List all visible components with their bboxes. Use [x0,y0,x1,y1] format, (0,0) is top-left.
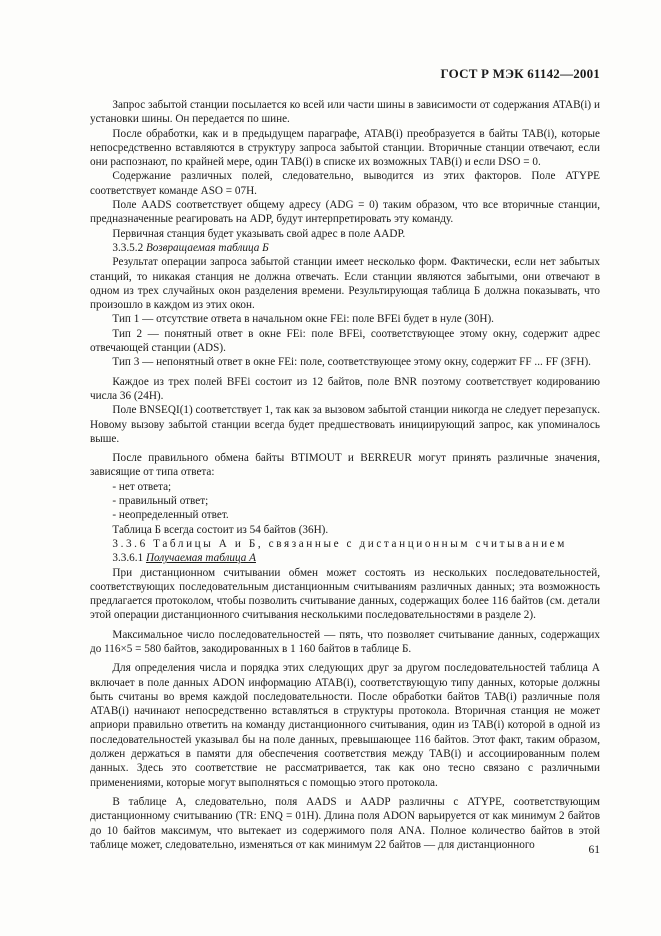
paragraph: Поле AADS соответствует общему адресу (ADG = 0) таким образом, что все вторичные станции, предназначенные реагировать на ADP, будут интерпретировать эту команду. [90,199,600,226]
paragraph: Тип 1 — отсутствие ответа в начальном окне FEi: поле BFEi будет в нуле (30H). [112,313,494,326]
section-heading-3-3-6-1: 3.3.6.1 Получаемая таблица А [112,552,256,565]
list-item: - правильный ответ; [112,495,209,508]
paragraph: При дистанционном считывании обмен может состоять из нескольких последовательностей, соответствующих последовательным дистанционным считываниям различных данных; эта возможность предлагается протоколом, чтобы позволить считывание данных, содержащих более 116 байтов (см. детали этой операции дистанционного считывания несколькими последовательностями в разделе 2). [90,566,600,622]
paragraph: Тип 2 — понятный ответ в окне FEi: поле BFEi, соответствующее этому окну, содержит адрес отвечающей станции (ADS). [90,327,600,355]
section-heading-3-3-5-2: 3.3.5.2 Возвращаемая таблица Б [112,241,269,254]
paragraph: Максимальное число последовательностей — пять, что позволяет считывание данных, содержащих до 116×5 = 580 байтов, закодированных в 1 160 байтов в таблице Б. [90,628,600,655]
body-text [90,98,600,852]
paragraph: Каждое из трех полей BFEi состоит из 12 байтов, поле BNR поэтому соответствует кодированию числа 36 (24H). [90,375,600,402]
paragraph: После правильного обмена байты BTIMOUT и BERREUR могут принять различные значения, зависящие от типа ответа: [90,452,600,479]
section-heading-3-3-6: 3.3.6 Таблицы А и Б, связанные с дистанционным считыванием [112,537,567,550]
paragraph: Поле BNSEQI(1) соответствует 1, так как за вызовом забытой станции никогда не следует перезапуск. Новому вызову забытой станции всегда будет предшествовать инициирующий запрос, как упоминалось выше. [90,404,600,445]
list-item: - нет ответа; [112,480,172,493]
paragraph: Запрос забытой станции посылается ко всей или части шины в зависимости от содержания ATAB(i) и установки шины. Он передается по шине. [90,99,600,126]
paragraph: Таблица Б всегда состоит из 54 байтов (36H). [112,523,329,536]
standard-header: ГОСТ Р МЭК 61142—2001 [440,66,600,81]
list-item: - неопределенный ответ. [112,509,229,522]
paragraph: Тип 3 — непонятный ответ в окне FEi: поле, соответствующее этому окну, содержит FF ... FF (3FH). [112,356,591,369]
paragraph: Для определения числа и порядка этих следующих друг за другом последовательностей таблица А включает в поле данных ADON информацию ATAB(i), соответствующую типу данных, которые должны быть считаны во время каждой последовательности. После обработки байтов TAB(i) различные поля ATAB(i) начинают непосредственно вставляться в структуры протокола. Вторичная станция не может априори правильно ответить на команду дистанционного считывания, один из TAB(i) которой в одной из последовательностей указывал бы на поле данных, превышающее 116 байтов. Этот факт, таким образом, должен держаться в памяти для обеспечения соответствия между TAB(i) и ассоциированным полем данных. Здесь это соответствие не рассматривается, так как оно тесно связано с различными применениями, которые могут выполняться с помощью этого протокола. [90,662,600,789]
paragraph: После обработки, как и в предыдущем параграфе, ATAB(i) преобразуется в байты TAB(i), которые непосредственно вставляются в структуру запроса забытой станции. Вторичные станции отвечают, если они распознают, по крайней мере, один TAB(i) в списке их возможных TAB(i) и если DSO = 0. [90,127,600,169]
paragraph: Содержание различных полей, следовательно, выводится из этих факторов. Поле ATYPE соответствует команде ASO = 07H. [90,170,600,197]
paragraph: Первичная станция будет указывать свой адрес в поле AADP. [112,227,406,240]
paragraph: Результат операции запроса забытой станции имеет несколько форм. Фактически, если нет забытых станций, то никакая станция не должна отвечать. Если станции являются забытыми, они отвечают в одном из трех случайных окон разделения времени. Результирующая таблица Б должна показывать, что произошло в каждом из этих окон. [90,256,600,312]
page-number: 61 [588,844,600,856]
paragraph: В таблице А, следовательно, поля AADS и AADP различны с ATYPE, соответствующим дистанционному считыванию (TR: ENQ = 01H). Длина поля ADON варьируется от как минимум 2 байтов до 10 байтов максимум, что вытекает из содержимого поля ANA. Полное количество байтов в этой таблице может, следовательно, изменяться от как минимум 22 байтов — для дистанционного [90,795,600,851]
